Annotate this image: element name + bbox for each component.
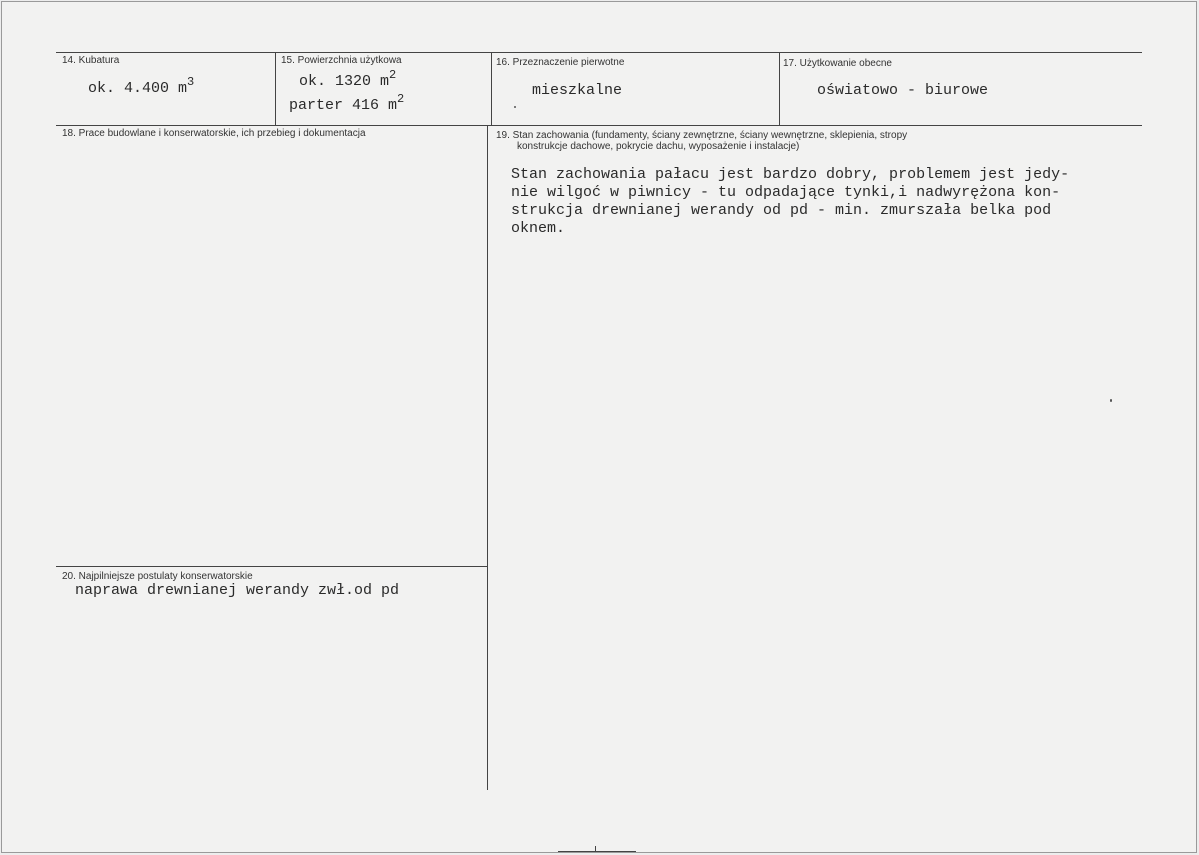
powierzchnia-parter-exponent: 2 [397, 92, 405, 106]
ink-speck [514, 106, 516, 108]
section-20-rule [56, 566, 487, 567]
kubatura-label: 14. Kubatura [62, 55, 120, 66]
stan-label-line1: 19. Stan zachowania (fundamenty, ściany zewnętrzne, ściany wewnętrzne, sklepienia, stropy [496, 130, 908, 141]
ink-speck [1110, 399, 1112, 402]
uzytkowanie-label: 17. Użytkowanie obecne [783, 58, 892, 69]
kubatura-number: ok. 4.400 m [88, 80, 188, 97]
stan-text-line: strukcja drewnianej werandy od pd - min. zmurszała belka pod [511, 202, 1052, 219]
divider-15-16 [491, 52, 492, 125]
powierzchnia-total-exponent: 2 [389, 68, 397, 82]
stan-text-line: oknem. [511, 220, 566, 237]
powierzchnia-parter: parter 416 m [289, 97, 398, 114]
stan-label-line2: konstrukcje dachowe, pokrycie dachu, wyposażenie i instalacje) [517, 141, 800, 152]
powierzchnia-label: 15. Powierzchnia użytkowa [281, 55, 402, 66]
powierzchnia-line2 [289, 92, 405, 114]
kubatura-value [88, 75, 195, 97]
record-card [1, 1, 1197, 853]
stan-text [511, 166, 1069, 238]
stan-text-line: nie wilgoć w piwnicy - tu odpadające tynki,i nadwyrężona kon- [511, 184, 1061, 201]
divider-14-15 [275, 52, 276, 125]
prace-label: 18. Prace budowlane i konserwatorskie, ich przebieg i dokumentacja [62, 128, 366, 139]
przeznaczenie-value: mieszkalne [532, 82, 623, 99]
main-vertical-divider [487, 125, 488, 790]
uzytkowanie-value: oświatowo - biurowe [817, 82, 989, 99]
stan-text-line: Stan zachowania pałacu jest bardzo dobry, problemem jest jedy- [511, 166, 1070, 183]
divider-16-17 [779, 52, 780, 125]
top-rule [56, 52, 1142, 53]
kubatura-exponent: 3 [187, 75, 195, 89]
przeznaczenie-label: 16. Przeznaczenie pierwotne [496, 57, 625, 68]
bottom-edge-mark [558, 851, 636, 852]
header-bottom-rule [56, 125, 1142, 126]
powierzchnia-total: ok. 1320 m [299, 73, 390, 90]
postulaty-label: 20. Najpilniejsze postulaty konserwatorskie [62, 571, 253, 582]
bottom-edge-tick [595, 846, 596, 852]
powierzchnia-line1 [299, 68, 397, 90]
postulaty-value: naprawa drewnianej werandy zwł.od pd [75, 582, 400, 599]
